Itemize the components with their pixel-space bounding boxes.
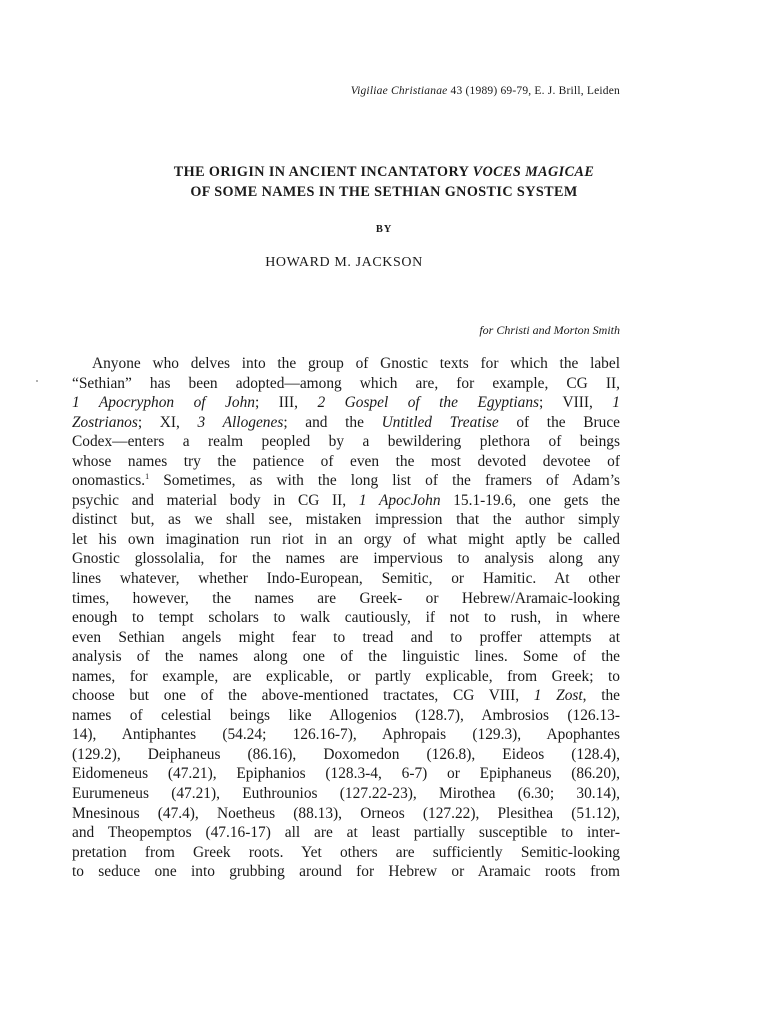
- text-line: whose names try the patience of even the most devoted devotee of: [72, 452, 620, 470]
- text-line: 14), Antiphantes (54.24; 126.16-7), Aphropais (129.3), Apophantes: [72, 726, 620, 744]
- title-line-1: THE ORIGIN IN ANCIENT INCANTATORY VOCES MAGICAE: [173, 164, 595, 180]
- text-line: pretation from Greek roots. Yet others are sufficiently Semitic-looking: [72, 843, 620, 861]
- text-line: analysis of the names along one of the linguistic lines. Some of the: [72, 648, 620, 666]
- text-line: Eurumeneus (47.21), Euthrounios (127.22-23), Mirothea (6.30; 30.14),: [72, 785, 620, 803]
- text-line: even Sethian angels might fear to tread and to proffer attempts at: [72, 628, 620, 646]
- text-line: lines whatever, whether Indo-European, Semitic, or Hamitic. At other: [72, 570, 620, 588]
- text-line: names of celestial beings like Allogenios (128.7), Ambrosios (126.13-: [72, 706, 620, 724]
- text-line: psychic and material body in CG II, 1 ApocJohn 15.1-19.6, one gets the: [72, 491, 620, 509]
- text-line: Eidomeneus (47.21), Epiphanios (128.3-4, 6-7) or Epiphaneus (86.20),: [72, 765, 620, 783]
- dedication: for Christi and Morton Smith: [479, 323, 620, 337]
- text-line: Anyone who delves into the group of Gnostic texts for which the label: [92, 355, 620, 372]
- body-paragraph: [72, 354, 620, 882]
- text-line: onomastics.$^1$ Sometimes, as with the long list of the framers of Adam’s: [72, 472, 620, 490]
- byline-label: BY: [375, 224, 393, 235]
- footnote-marker[interactable]: 1: [145, 472, 150, 482]
- text-line: and Theopemptos (47.16-17) all are at least partially susceptible to inter-: [72, 824, 620, 842]
- text-line: (129.2), Deiphaneus (86.16), Doxomedon (126.8), Eideos (128.4),: [72, 745, 620, 763]
- text-line: names, for example, are explicable, or partly explicable, from Greek; to: [72, 667, 620, 685]
- text-line: Gnostic glossolalia, for the names are impervious to analysis along any: [72, 550, 620, 568]
- text-line: distinct but, as we shall see, mistaken impression that the author simply: [72, 511, 620, 529]
- article-title: [0, 162, 768, 202]
- text-line: to seduce one into grubbing around for Hebrew or Aramaic roots from: [72, 863, 620, 881]
- title-line-2: OF SOME NAMES IN THE SETHIAN GNOSTIC SYSTEM: [190, 184, 578, 200]
- text-line: Codex—enters a realm peopled by a bewildering plethora of beings: [72, 433, 620, 451]
- running-header: [351, 85, 620, 97]
- text-line: enough to tempt scholars to walk cautiously, if not to rush, in where: [72, 609, 620, 627]
- journal-name: Vigiliae Christianae: [350, 85, 448, 97]
- text-line: Mnesinous (47.4), Noetheus (88.13), Orneos (127.22), Plesithea (51.12),: [72, 804, 620, 822]
- text-line: 1 Apocryphon of John; III, 2 Gospel of the Egyptians; VIII, 1: [72, 394, 620, 412]
- text-line: choose but one of the above-mentioned tractates, CG VIII, 1 Zost, the: [72, 687, 621, 705]
- text-line: let his own imagination run riot in an orgy of what might aptly be called: [72, 530, 620, 548]
- text-line: Zostrianos; XI, 3 Allogenes; and the Untitled Treatise of the Bruce: [72, 413, 621, 431]
- text-line: times, however, the names are Greek- or Hebrew/Aramaic-looking: [72, 589, 620, 607]
- journal-citation: 43 (1989) 69-79, E. J. Brill, Leiden: [447, 85, 620, 97]
- text-line: “Sethian” has been adopted—among which are, for example, CG II,: [72, 374, 620, 392]
- scan-speck: [36, 380, 38, 382]
- author-name: HOWARD M. JACKSON: [265, 255, 423, 270]
